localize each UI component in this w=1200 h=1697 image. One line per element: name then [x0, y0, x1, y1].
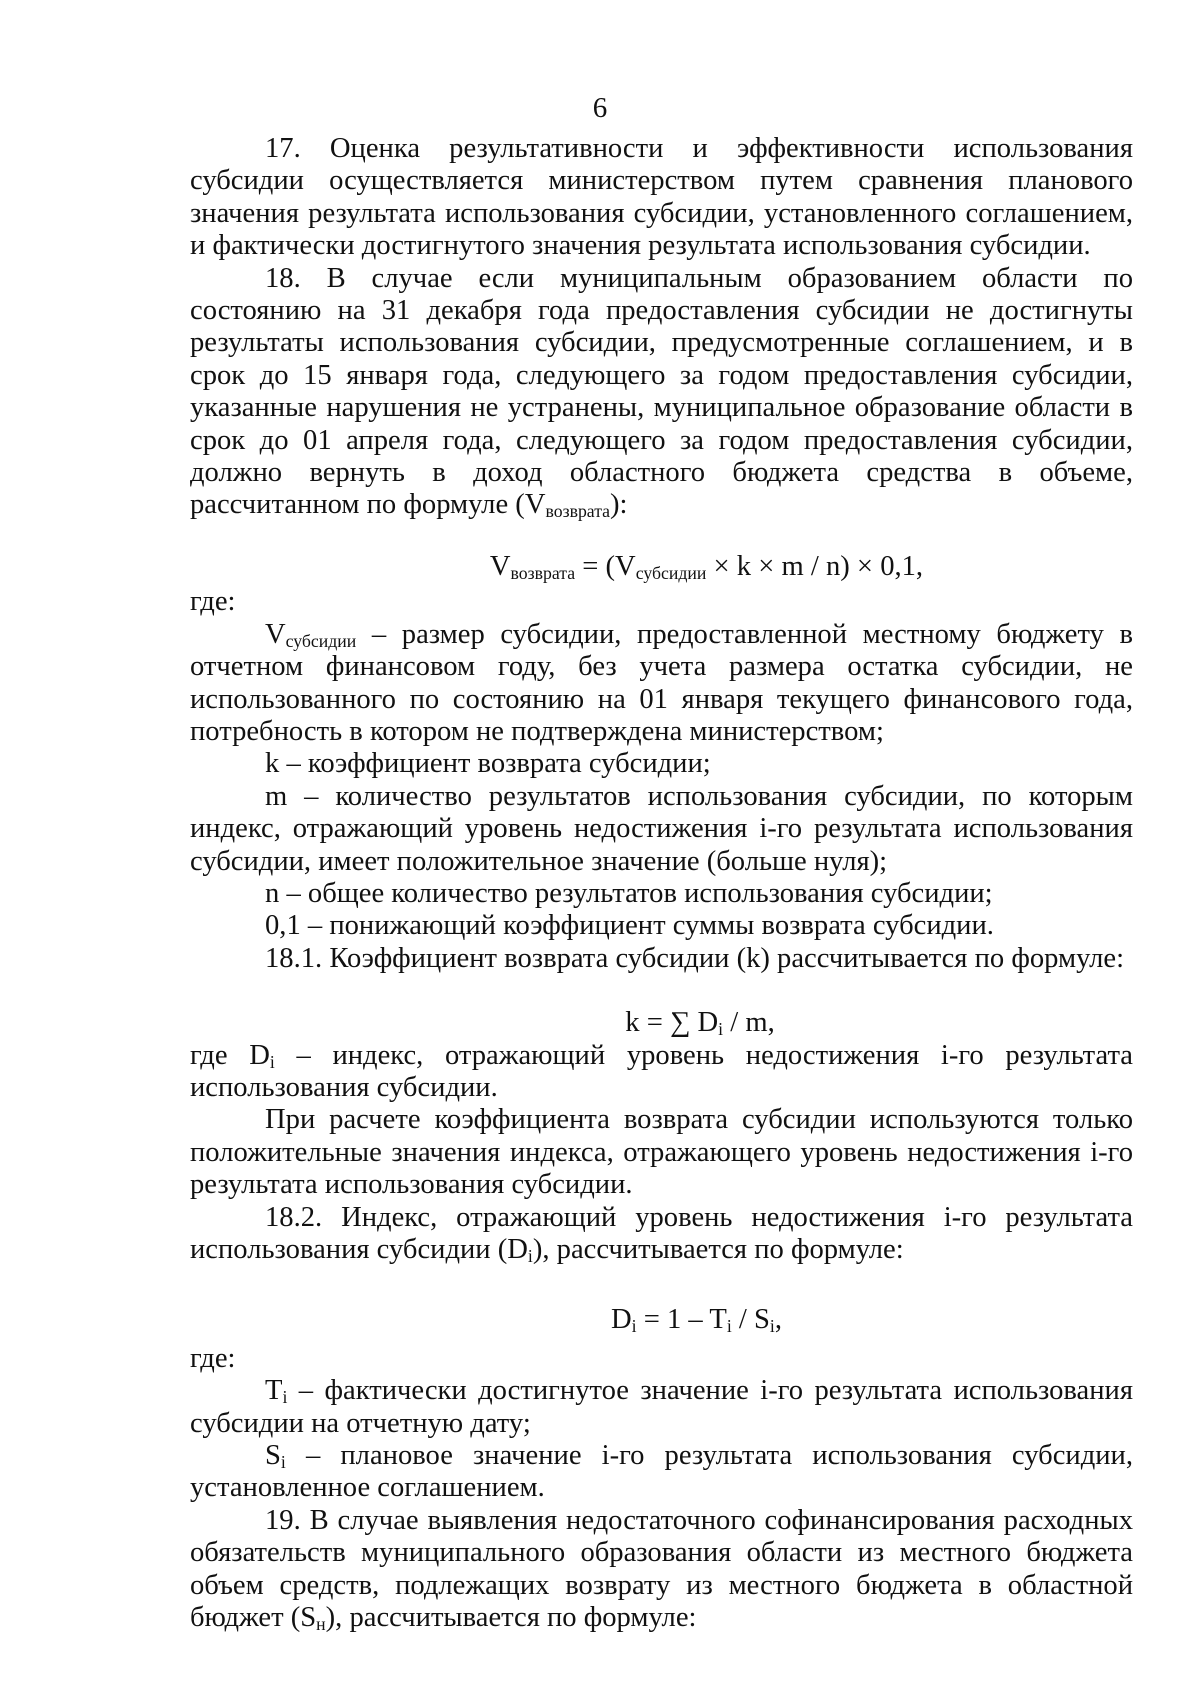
formula-d-sub3: i	[769, 1316, 775, 1337]
p182-sub: i	[527, 1245, 533, 1266]
paragraph-positive-values: При расчете коэффициента возврата субсидии используются только положительные значения индекса, отражающего уровень недостижения i-го результата использования субсидии.	[190, 1104, 1133, 1201]
definition-m: m – количество результатов использования субсидии, по которым индекс, отражающий уровень недостижения i-го результата использования субсидии, имеет положительное значение (больше нуля);	[190, 780, 1133, 877]
formula-d-d: ,	[774, 1304, 783, 1336]
p182-a: 18.2. Индекс, отражающий уровень недостижения i-го результата использования субсидии (D	[190, 1201, 1133, 1265]
paragraph-18-subscript: возврата	[545, 501, 611, 522]
formula-refund-v-sub: возврата	[510, 562, 576, 583]
paragraph-18-text: 18. В случае если муниципальным образованием области по состоянию на 31 декабря года предоставления субсидии не достигнуты результаты использования субсидии, предусмотренные соглашением, и в срок до 15 января года, следующего за годом предоставления субсидии, указанные нарушения не устранены, муниципальное образование области в срок до 01 апреля года, следующего за годом предоставления субсидии, должно вернуть в доход областного бюджета средства в объеме, рассчитанном по формуле (V	[190, 262, 1133, 521]
definition-coef-01: 0,1 – понижающий коэффициент суммы возврата субсидии.	[265, 910, 994, 942]
p19-b: ), рассчитывается по формуле:	[325, 1602, 697, 1634]
formula-refund-rest: × k × m / n) × 0,1,	[706, 550, 924, 582]
formula-refund	[190, 522, 1133, 586]
paragraph-18-2	[190, 1202, 1133, 1267]
formula-k-sub: i	[718, 1019, 724, 1040]
formula-d	[190, 1266, 1133, 1342]
p19-a: 19. В случае выявления недостаточного софинансирования расходных обязательств муниципального образования области из местного бюджета объем средств, подлежащих возврату из местного бюджета в областной бюджет (S	[190, 1504, 1133, 1634]
definition-d	[190, 1040, 1133, 1105]
formula-d-sub1: i	[631, 1316, 637, 1337]
formula-refund-v: V	[489, 550, 511, 582]
formula-d-b: = 1 – T	[636, 1304, 727, 1336]
where-label-2: где:	[190, 1342, 236, 1374]
document-body	[190, 133, 1133, 1634]
formula-refund-vs-sub: субсидии	[635, 562, 707, 583]
definition-s	[190, 1440, 1133, 1505]
p19-sub: н	[316, 1613, 326, 1634]
def-d-sub: i	[269, 1051, 275, 1072]
page-number: 6	[592, 92, 608, 124]
formula-k-a: k = ∑ D	[625, 1007, 719, 1039]
paragraph-18-end: ):	[610, 489, 628, 521]
def-t-b: – фактически достигнутое значение i-го результата использования субсидии на отчетную дату;	[190, 1375, 1133, 1439]
p182-b: ), рассчитывается по формуле:	[532, 1234, 904, 1265]
paragraph-18	[190, 263, 1133, 522]
formula-d-a: D	[610, 1304, 632, 1336]
where-label-1: где:	[190, 586, 236, 618]
formula-d-c: / S	[731, 1304, 770, 1336]
paragraph-18-1: 18.1. Коэффициент возврата субсидии (k) рассчитывается по формуле:	[265, 942, 1125, 974]
paragraph-19	[190, 1505, 1133, 1635]
def-s-sub: i	[280, 1451, 286, 1472]
def-t-sub: i	[282, 1387, 288, 1408]
def-vs-sub: субсидии	[285, 630, 357, 651]
paragraph-17: 17. Оценка результативности и эффективности использования субсидии осуществляется министерством путем сравнения планового значения результата использования субсидии, установленного соглашением, и фактически достигнутого значения результата использования субсидии.	[190, 133, 1133, 262]
def-vs-symbol: V	[265, 618, 286, 650]
definition-v-subsidy	[190, 619, 1133, 749]
definition-n: n – общее количество результатов использования субсидии;	[265, 877, 993, 909]
def-s-a: S	[265, 1440, 281, 1472]
def-vs-text: – размер субсидии, предоставленной местному бюджету в отчетном финансовом году, без учета размера остатка субсидии, не использованного по состоянию на 01 января текущего финансового года, потребность в котором не подтверждена министерством;	[190, 618, 1133, 747]
def-s-b: – плановое значение i-го результата использования субсидии, установленное соглашением.	[190, 1440, 1133, 1504]
def-d-a: где D	[190, 1039, 270, 1071]
def-d-b: – индекс, отражающий уровень недостижения i-го результата использования субсидии.	[190, 1039, 1133, 1103]
formula-refund-eq: = (V	[575, 550, 636, 582]
formula-k	[190, 975, 1133, 1039]
formula-d-sub2: i	[726, 1316, 732, 1337]
def-t-a: T	[265, 1375, 283, 1407]
formula-k-b: / m,	[723, 1007, 775, 1039]
definition-t	[190, 1375, 1133, 1440]
definition-k: k – коэффициент возврата субсидии;	[265, 748, 711, 780]
